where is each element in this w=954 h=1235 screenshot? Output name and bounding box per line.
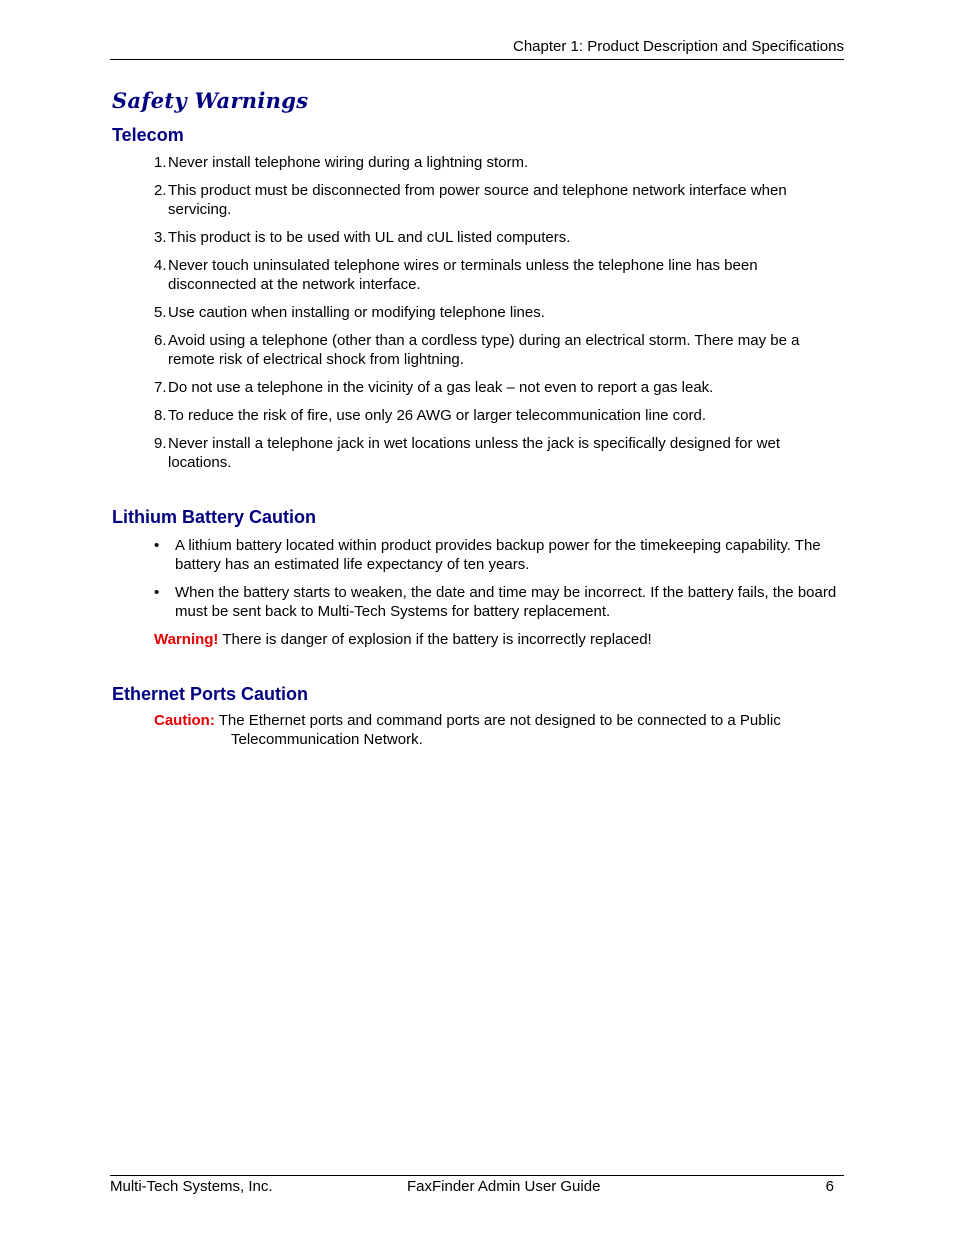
caution-label: Caution:	[154, 712, 215, 729]
list-item-number: 1.	[154, 154, 167, 171]
list-item-number: 8.	[154, 407, 167, 424]
list-item	[112, 406, 842, 425]
list-item	[112, 536, 842, 574]
list-item-text: Never touch uninsulated telephone wires or terminals unless the telephone line has been disconnected at the network interface.	[168, 257, 758, 293]
page-content	[112, 84, 842, 749]
warning-text: There is danger of explosion if the battery is incorrectly replaced!	[218, 631, 652, 648]
warning-label: Warning!	[154, 631, 219, 648]
footer-company: Multi-Tech Systems, Inc.	[110, 1178, 273, 1195]
page-footer	[110, 1175, 844, 1195]
list-item-number: 4.	[154, 257, 167, 274]
list-item	[112, 256, 842, 294]
bullet-icon: •	[154, 584, 160, 601]
lithium-battery-heading: Lithium Battery Caution	[112, 507, 317, 527]
list-item	[112, 153, 842, 172]
list-item-number: 7.	[154, 379, 167, 396]
list-item-number: 5.	[154, 304, 167, 321]
footer-page-number: 6	[825, 1178, 834, 1195]
header-chapter-title: Chapter 1: Product Description and Specifications	[512, 38, 844, 55]
list-item	[112, 228, 842, 247]
list-item	[112, 434, 842, 472]
list-item	[112, 303, 842, 322]
caution-text: The Ethernet ports and command ports are not designed to be connected to a Public Telecommunication Network.	[214, 712, 781, 748]
page-header	[110, 38, 844, 60]
footer-guide-title: FaxFinder Admin User Guide	[407, 1178, 601, 1195]
list-item	[112, 331, 842, 369]
ethernet-caution-note	[112, 711, 842, 749]
telecom-heading: Telecom	[112, 125, 184, 145]
ethernet-ports-heading: Ethernet Ports Caution	[112, 684, 309, 704]
list-item-text: Use caution when installing or modifying telephone lines.	[168, 304, 545, 321]
list-item-text: This product must be disconnected from power source and telephone network interface when servicing.	[168, 182, 787, 218]
list-item-number: 2.	[154, 182, 167, 199]
page-title: Safety Warnings	[112, 88, 309, 113]
list-item-number: 3.	[154, 229, 167, 246]
list-item-text: When the battery starts to weaken, the date and time may be incorrect. If the battery fails, the board must be sent back to Multi-Tech Systems for battery replacement.	[175, 584, 837, 620]
list-item-text: Avoid using a telephone (other than a cordless type) during an electrical storm. There may be a remote risk of electrical shock from lightning.	[168, 332, 800, 368]
list-item	[112, 181, 842, 219]
list-item-text: Never install a telephone jack in wet locations unless the jack is specifically designed for wet locations.	[168, 435, 780, 471]
telecom-list	[112, 153, 842, 472]
list-item-text: A lithium battery located within product provides backup power for the timekeeping capability. The battery has an estimated life expectancy of ten years.	[175, 537, 821, 573]
battery-warning-note	[112, 630, 842, 649]
list-item-text: To reduce the risk of fire, use only 26 AWG or larger telecommunication line cord.	[168, 407, 707, 424]
list-item-text: Do not use a telephone in the vicinity of a gas leak – not even to report a gas leak.	[168, 379, 714, 396]
list-item	[112, 583, 842, 621]
list-item	[112, 378, 842, 397]
list-item-number: 6.	[154, 332, 167, 349]
lithium-bullet-list	[112, 536, 842, 621]
list-item-text: This product is to be used with UL and cUL listed computers.	[168, 229, 571, 246]
list-item-text: Never install telephone wiring during a lightning storm.	[168, 154, 529, 171]
list-item-number: 9.	[154, 435, 167, 452]
bullet-icon: •	[154, 537, 160, 554]
